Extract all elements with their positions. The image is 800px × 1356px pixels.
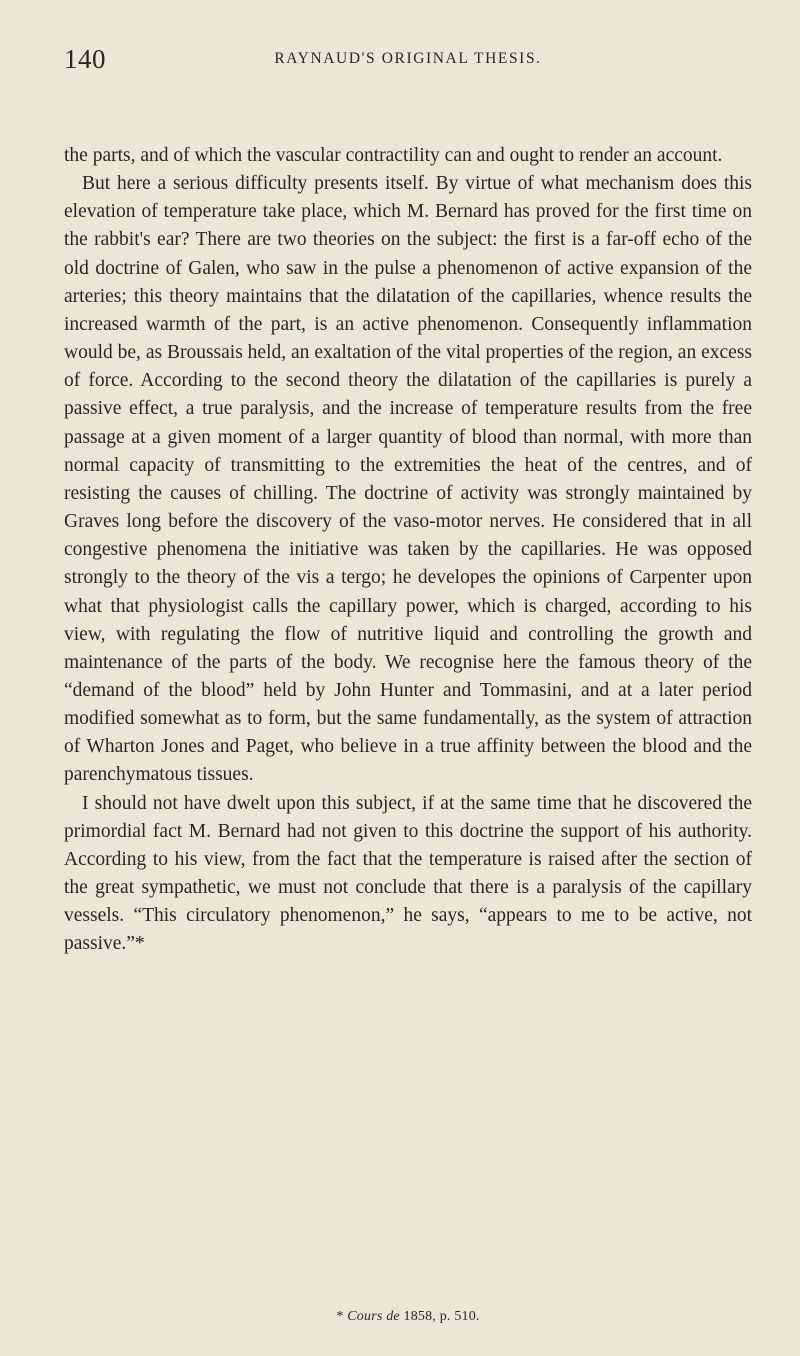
paragraph-1: the parts, and of which the vascular contractility can and ought to render an account. bbox=[64, 145, 723, 166]
paragraph-3: I should not have dwelt upon this subject, if at the same time that he discovered the primordial fact M. Bernard had not given to this doctrine the support of his authority. According to his view, from the fact that the temperature is raised after the section of the great sympathetic, we must not conclude that there is a paralysis of the capillary vessels. “This circulatory phenomenon,” he says, “appears to me to be active, not passive.”* bbox=[64, 792, 752, 955]
book-page bbox=[64, 44, 752, 1324]
running-title: RAYNAUD'S ORIGINAL THESIS. bbox=[274, 50, 542, 67]
footnote-title: Cours de bbox=[347, 1309, 400, 1324]
running-head bbox=[64, 44, 752, 96]
footnote-marker: * bbox=[336, 1309, 348, 1324]
footnote bbox=[64, 1309, 752, 1325]
paragraph-2: But here a serious difficulty presents itself. By virtue of what mechanism does this elevation of temperature take place, which M. Bernard has proved for the first time on the rabbit's ear? There are two theories on the subject: the first is a far-off echo of the old doctrine of Galen, who saw in the pulse a phenomenon of active expansion of the arteries; this theory maintains that the dilatation of the capillaries, whence results the increased warmth of the part, is an active phenomenon. Consequently inflammation would be, as Broussais held, an exaltation of the vital properties of the region, an excess of force. According to the second theory the dilatation of the capillaries is purely a passive effect, a true paralysis, and the increase of temperature results from the free passage at a given moment of a larger quantity of blood than normal, with more than normal capacity of transmitting to the extremities the heat of the centres, and of resisting the causes of chilling. The doctrine of activity was strongly maintained by Graves long before the discovery of the vaso-motor nerves. He considered that in all congestive phenomena the initiative was taken by the capillaries. He was opposed strongly to the theory of the vis a tergo; he developes the opinions of Carpenter upon what that physiologist calls the capillary power, which is charged, according to his view, with regulating the flow of nutritive liquid and controlling the growth and maintenance of the parts of the body. We recognise here the famous theory of the “demand of the blood” held by John Hunter and Tommasini, and at a later period modified somewhat as to form, but the same fundamentally, as the system of attraction of Wharton Jones and Paget, who believe in a true affinity between the blood and the parenchymatous tissues. bbox=[64, 173, 752, 786]
footnote-citation: 1858, p. 510. bbox=[399, 1309, 480, 1324]
body-text bbox=[64, 142, 752, 959]
page-number: 140 bbox=[64, 44, 106, 74]
